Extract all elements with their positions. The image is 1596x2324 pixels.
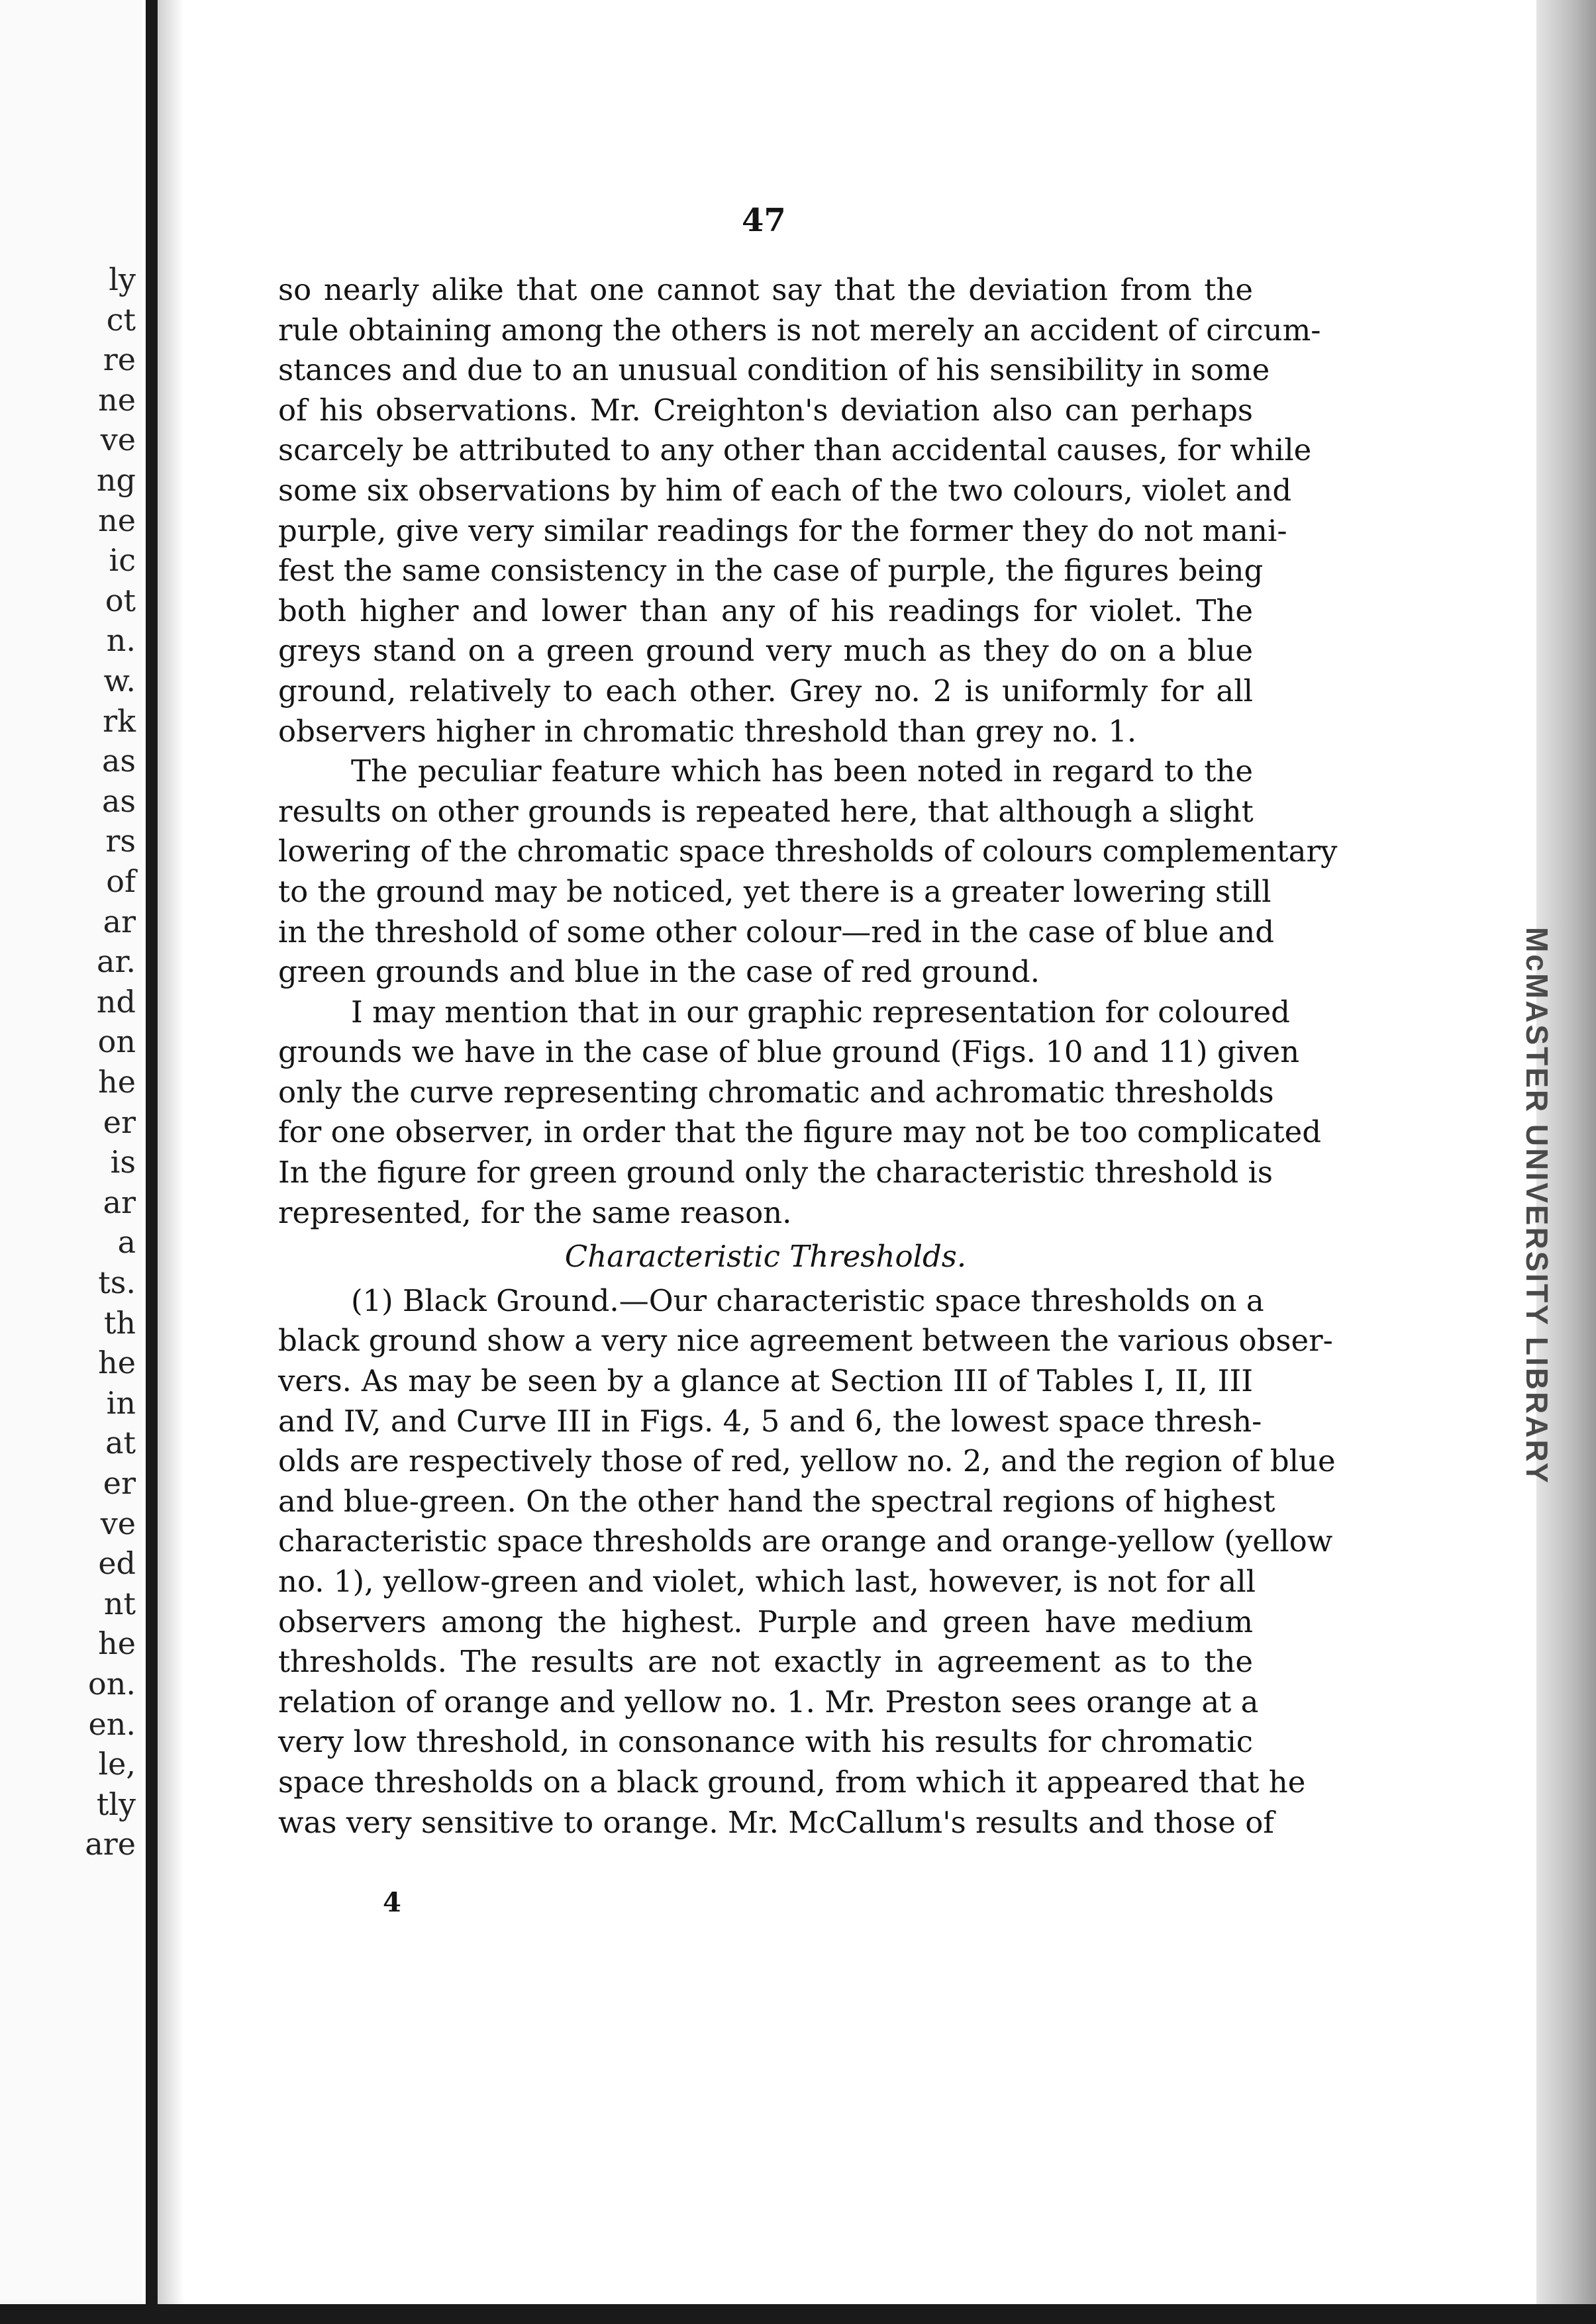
facing-page-fragment: rs bbox=[105, 823, 136, 859]
text-line: (1) Black Ground.—Our characteristic space thresholds on a bbox=[351, 1283, 1264, 1318]
facing-page-fragment: he bbox=[98, 1064, 136, 1100]
signature-mark: 4 bbox=[383, 1887, 401, 1918]
facing-page-fragment: as bbox=[101, 783, 136, 819]
text-line: black ground show a very nice agreement between the various obser- bbox=[278, 1323, 1333, 1359]
facing-page-fragment: er bbox=[103, 1104, 136, 1140]
text-line: to the ground may be noticed, yet there is a greater lowering still bbox=[278, 873, 1272, 909]
facing-page-fragment: en. bbox=[88, 1706, 136, 1742]
text-line: vers. As may be seen by a glance at Section III of Tables I, II, III bbox=[278, 1363, 1253, 1399]
text-line: was very sensitive to orange. Mr. McCallum's results and those of bbox=[278, 1804, 1274, 1840]
text-line: results on other grounds is repeated here, that although a slight bbox=[278, 793, 1254, 829]
paragraph-1 bbox=[278, 270, 1321, 751]
text-line: very low threshold, in consonance with his results for chromatic bbox=[278, 1724, 1253, 1760]
facing-page-fragment: at bbox=[105, 1425, 136, 1461]
facing-page-fragment: rk bbox=[103, 702, 136, 739]
facing-page-fragment: ct bbox=[106, 301, 136, 338]
facing-page-fragment: th bbox=[103, 1304, 136, 1341]
text-line: characteristic space thresholds are orange and orange-yellow (yellow bbox=[278, 1524, 1333, 1559]
facing-page-fragment: ts. bbox=[98, 1265, 136, 1300]
text-line: both higher and lower than any of his readings for violet. The bbox=[278, 593, 1253, 628]
facing-page-fragment: he bbox=[98, 1625, 136, 1662]
facing-page-fragment: as bbox=[101, 743, 136, 779]
gutter-shadow bbox=[158, 0, 184, 2324]
text-line: so nearly alike that one cannot say that the deviation from the bbox=[278, 272, 1253, 307]
binding-gutter bbox=[146, 0, 158, 2324]
facing-page-fragment: le, bbox=[98, 1746, 136, 1782]
text-line: rule obtaining among the others is not merely an accident of circum- bbox=[278, 312, 1321, 348]
text-line: olds are respectively those of red, yellow no. 2, and the region of blue bbox=[278, 1443, 1336, 1479]
text-line: in the threshold of some other colour—red in the case of blue and bbox=[278, 914, 1275, 949]
facing-page-fragment: re bbox=[103, 342, 136, 378]
text-line: for one observer, in order that the figure may not be too complicated bbox=[278, 1114, 1322, 1150]
text-line: of his observations. Mr. Creighton's deviation also can perhaps bbox=[278, 392, 1253, 428]
paragraph-3 bbox=[278, 993, 1322, 1234]
facing-page-fragment: are bbox=[85, 1826, 136, 1863]
facing-page-fragment: ne bbox=[98, 502, 136, 538]
text-line: some six observations by him of each of the two colours, violet and bbox=[278, 472, 1292, 508]
facing-page-fragment: on bbox=[97, 1024, 136, 1060]
library-stamp: McMASTER UNIVERSITY LIBRARY bbox=[1520, 927, 1554, 1485]
text-line: relation of orange and yellow no. 1. Mr. Preston sees orange at a bbox=[278, 1684, 1259, 1719]
facing-page-fragment: w. bbox=[103, 663, 136, 699]
text-line: ground, relatively to each other. Grey no. 2 is uniformly for all bbox=[278, 673, 1253, 708]
text-line: no. 1), yellow-green and violet, which last, however, is not for all bbox=[278, 1564, 1256, 1599]
facing-page-fragment: nd bbox=[96, 983, 136, 1020]
text-line: scarcely be attributed to any other than accidental causes, for while bbox=[278, 432, 1312, 468]
text-line: only the curve representing chromatic and achromatic thresholds bbox=[278, 1074, 1274, 1110]
text-line: represented, for the same reason. bbox=[278, 1194, 792, 1230]
facing-page-fragment: ne bbox=[98, 381, 136, 418]
text-line: grounds we have in the case of blue ground (Figs. 10 and 11) given bbox=[278, 1034, 1300, 1070]
text-line: observers among the highest. Purple and green have medium bbox=[278, 1604, 1253, 1639]
facing-page bbox=[0, 0, 142, 2324]
text-line: purple, give very similar readings for the former they do not mani- bbox=[278, 512, 1287, 548]
facing-page-fragment: ar bbox=[103, 1184, 136, 1220]
facing-page-fragment: ly bbox=[109, 262, 136, 297]
facing-page-fragment: tly bbox=[96, 1786, 136, 1822]
facing-page-fragment: ar. bbox=[97, 944, 136, 980]
text-line: space thresholds on a black ground, from which it appeared that he bbox=[278, 1764, 1306, 1800]
facing-page-fragment: in bbox=[106, 1384, 136, 1421]
body-text bbox=[278, 270, 1338, 1843]
facing-page-fragment: of bbox=[106, 863, 136, 899]
facing-page-fragment: nt bbox=[103, 1585, 136, 1622]
text-line: thresholds. The results are not exactly in agreement as to the bbox=[278, 1644, 1253, 1680]
section-heading: Characteristic Thresholds. bbox=[564, 1239, 967, 1275]
facing-page-fragment: ve bbox=[100, 422, 136, 458]
paragraph-4 bbox=[278, 1281, 1336, 1843]
text-line: greys stand on a green ground very much as they do on a blue bbox=[278, 633, 1253, 669]
facing-page-fragment: er bbox=[103, 1465, 136, 1501]
text-line: lowering of the chromatic space thresholds of colours complementary bbox=[278, 834, 1338, 869]
facing-page-fragment: he bbox=[98, 1345, 136, 1381]
facing-page-fragment: is bbox=[110, 1144, 136, 1181]
text-line: observers higher in chromatic threshold than grey no. 1. bbox=[278, 713, 1137, 749]
page-number: 47 bbox=[742, 202, 786, 239]
facing-page-fragment: ic bbox=[109, 542, 136, 579]
text-line: I may mention that in our graphic representation for coloured bbox=[351, 994, 1290, 1030]
facing-page-fragment: a bbox=[117, 1224, 136, 1261]
facing-page-fragment: on. bbox=[88, 1666, 136, 1702]
text-line: fest the same consistency in the case of purple, the figures being bbox=[278, 553, 1264, 589]
facing-page-fragment: ed bbox=[98, 1545, 136, 1582]
facing-page-fragment: ve bbox=[100, 1505, 136, 1541]
facing-page-fragment: ot bbox=[105, 582, 136, 618]
text-line: and blue-green. On the other hand the spectral regions of highest bbox=[278, 1483, 1275, 1519]
paragraph-2 bbox=[278, 751, 1338, 993]
facing-page-fragment: n. bbox=[106, 622, 136, 659]
facing-page-fragment: ar bbox=[103, 903, 136, 940]
text-line: green grounds and blue in the case of red ground. bbox=[278, 954, 1040, 990]
text-line: In the figure for green ground only the characteristic threshold is bbox=[278, 1155, 1273, 1190]
text-line: The peculiar feature which has been noted in regard to the bbox=[351, 753, 1253, 789]
facing-page-fragment: ng bbox=[96, 462, 136, 498]
bottom-edge bbox=[0, 2304, 1596, 2324]
text-line: and IV, and Curve III in Figs. 4, 5 and 6, the lowest space thresh- bbox=[278, 1403, 1262, 1439]
text-line: stances and due to an unusual condition of his sensibility in some bbox=[278, 352, 1270, 388]
